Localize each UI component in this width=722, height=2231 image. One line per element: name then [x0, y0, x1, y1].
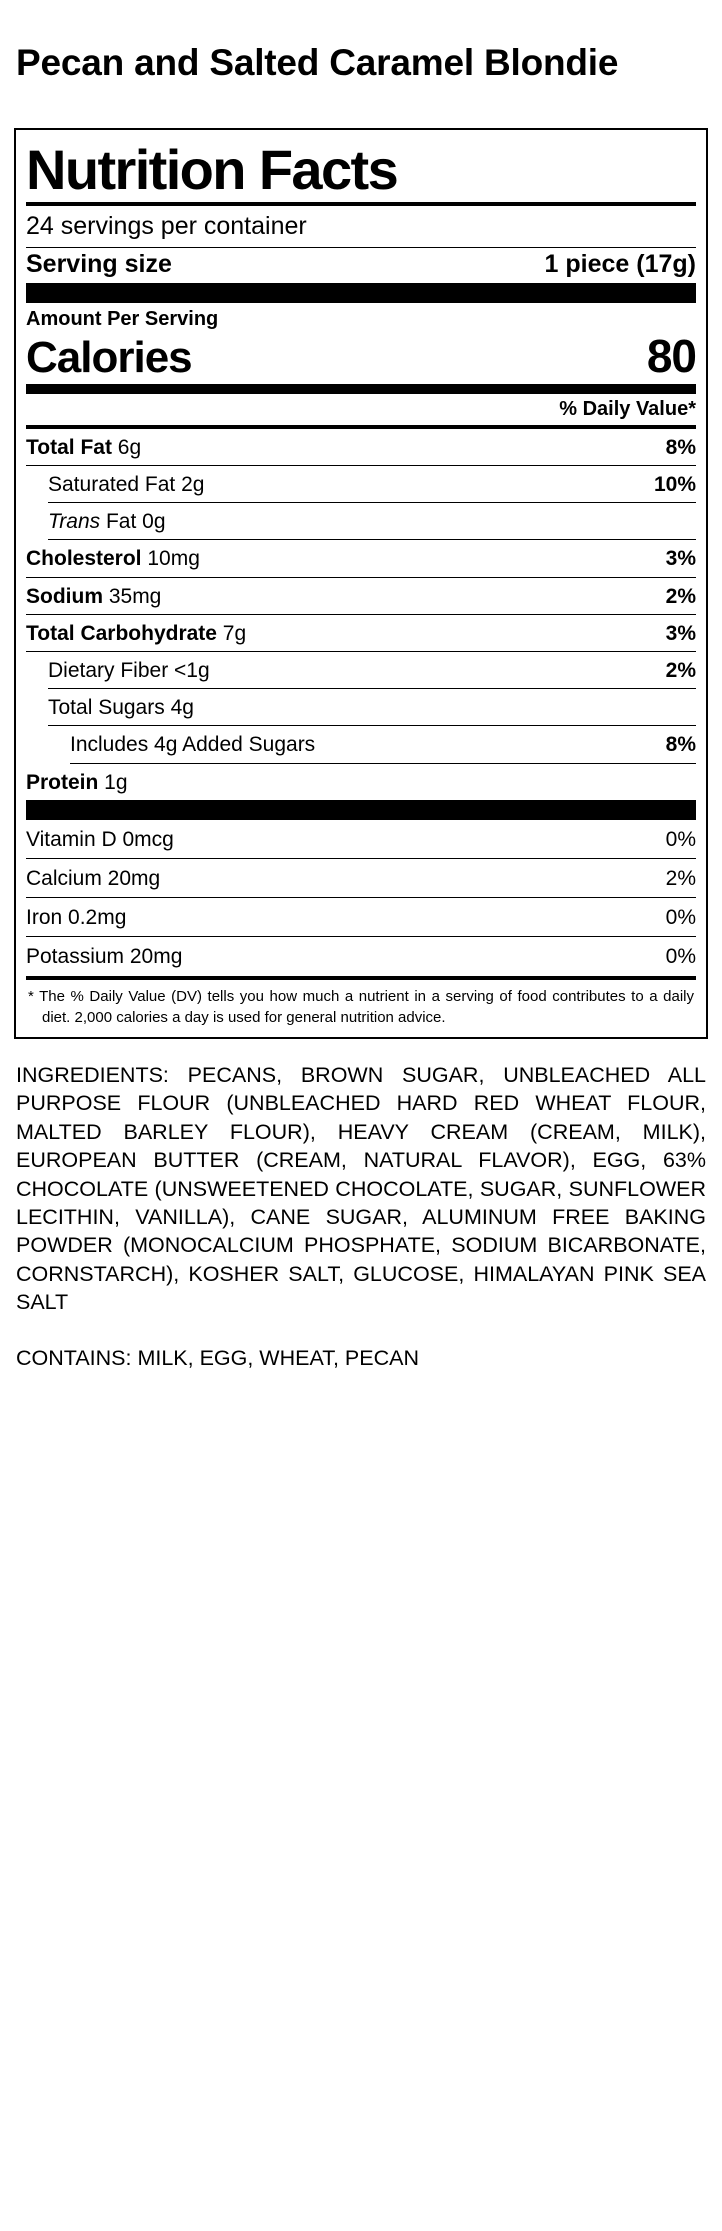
nutrient-label [26, 584, 161, 609]
nutrient-amount: 1g [98, 770, 128, 794]
amount-per-serving-label: Amount Per Serving [26, 307, 219, 330]
nutrition-facts-panel [14, 128, 708, 1039]
vitamin-rows [26, 820, 696, 976]
daily-value-footnote [26, 980, 696, 1032]
nutrient-row [26, 503, 696, 539]
nutrient-name: Includes 4g Added Sugars [70, 733, 316, 757]
nutrient-name: Cholesterol [26, 547, 142, 571]
nutrient-label [48, 695, 194, 720]
vitamin-row [26, 859, 696, 897]
vitamin-daily-value: 0% [665, 945, 696, 969]
nutrient-daily-value: 8% [665, 733, 696, 757]
nutrient-daily-value: 8% [665, 435, 696, 459]
ingredients-text: INGREDIENTS: PECANS, BROWN SUGAR, UNBLEACHED ALL PURPOSE FLOUR (UNBLEACHED HARD RED WHEAT FLOUR, MALTED BARLEY FLOUR), HEAVY CREAM (CREAM, MILK), EUROPEAN BUTTER (CREAM, NATURAL FLAVOR), EGG, 63% CHOCOLATE (UNSWEETENED CHOCOLATE, SUGAR, SUNFLOWER LECITHIN, VANILLA), CANE SUGAR, ALUMINUM FREE BAKING POWDER (MONOCALCIUM PHOSPHATE, SODIUM BICARBONATE, CORNSTARCH), KOSHER SALT, GLUCOSE, HIMALAYAN PINK SEA SALT [16, 1063, 706, 1315]
nutrient-amount: 4g [164, 696, 194, 720]
nutrient-rows [26, 429, 696, 800]
nutrition-facts-heading: Nutrition Facts [26, 138, 398, 202]
vitamin-label: Iron 0.2mg [26, 906, 127, 930]
nutrient-name: Total Sugars [48, 696, 165, 720]
nutrient-amount: 6g [111, 435, 142, 459]
nutrient-label [48, 472, 204, 497]
nutrient-row [26, 689, 696, 725]
nutrient-label [70, 732, 315, 757]
nutrient-daily-value: 3% [665, 621, 696, 645]
serving-size-label: Serving size [26, 249, 172, 278]
nutrient-label [48, 509, 166, 534]
nutrient-amount: 2g [175, 473, 205, 497]
nutrient-name: Total Carbohydrate [26, 621, 217, 645]
nutrient-label [26, 621, 246, 646]
nutrient-daily-value: 2% [665, 584, 696, 608]
daily-value-header: % Daily Value* [559, 397, 696, 420]
nutrient-label [26, 770, 128, 795]
nutrient-amount: Fat 0g [100, 510, 166, 534]
nutrient-label [26, 546, 200, 571]
nutrient-row [26, 726, 696, 762]
nutrient-daily-value: 2% [665, 659, 696, 683]
calories-label: Calories [26, 332, 192, 382]
nutrient-row [26, 764, 696, 800]
nutrient-amount: <1g [168, 659, 210, 683]
nutrient-amount: 7g [216, 621, 247, 645]
page-title: Pecan and Salted Caramel Blondie [16, 42, 619, 83]
vitamin-label: Potassium 20mg [26, 945, 183, 969]
servings-per-container: 24 servings per container [26, 212, 307, 241]
vitamin-daily-value: 0% [665, 827, 696, 851]
serving-size-value: 1 piece (17g) [544, 249, 696, 278]
nutrient-name: Total Fat [26, 435, 112, 459]
divider-under-calories [26, 384, 696, 394]
vitamin-row [26, 937, 696, 975]
vitamin-label: Calcium 20mg [26, 866, 161, 890]
serving-size-row [26, 248, 696, 283]
nutrient-row [26, 652, 696, 688]
vitamin-daily-value: 0% [665, 906, 696, 930]
nutrient-name: Sodium [26, 584, 103, 608]
nutrient-amount: 35mg [103, 584, 162, 608]
vitamin-label: Vitamin D 0mcg [26, 827, 174, 851]
calories-value: 80 [646, 329, 696, 382]
nutrient-label [48, 658, 210, 683]
nutrient-daily-value: 3% [665, 547, 696, 571]
vitamin-row [26, 820, 696, 858]
nutrient-row [26, 429, 696, 465]
vitamin-row [26, 898, 696, 936]
vitamin-daily-value: 2% [665, 866, 696, 890]
nutrient-name: Protein [26, 770, 99, 794]
nutrient-row [26, 466, 696, 502]
nutrient-row [26, 615, 696, 651]
nutrient-name: Saturated Fat [48, 473, 176, 497]
nutrient-daily-value: 10% [653, 473, 696, 497]
daily-value-footnote-text: * The % Daily Value (DV) tells you how much a nutrient in a serving of food contributes to a daily diet. 2,000 calories a day is used for general nutrition advice. [28, 987, 694, 1027]
nutrient-row [26, 578, 696, 614]
divider-thick-top [26, 283, 696, 303]
nutrient-label [26, 435, 141, 460]
divider-thick-bottom [26, 800, 696, 820]
contains-allergens-text: CONTAINS: MILK, EGG, WHEAT, PECAN [16, 1346, 419, 1371]
nutrient-name: Trans [48, 510, 101, 534]
calories-row [26, 331, 696, 384]
nutrient-row [26, 540, 696, 576]
nutrient-name: Dietary Fiber [48, 659, 169, 683]
nutrient-amount: 10mg [141, 547, 200, 571]
